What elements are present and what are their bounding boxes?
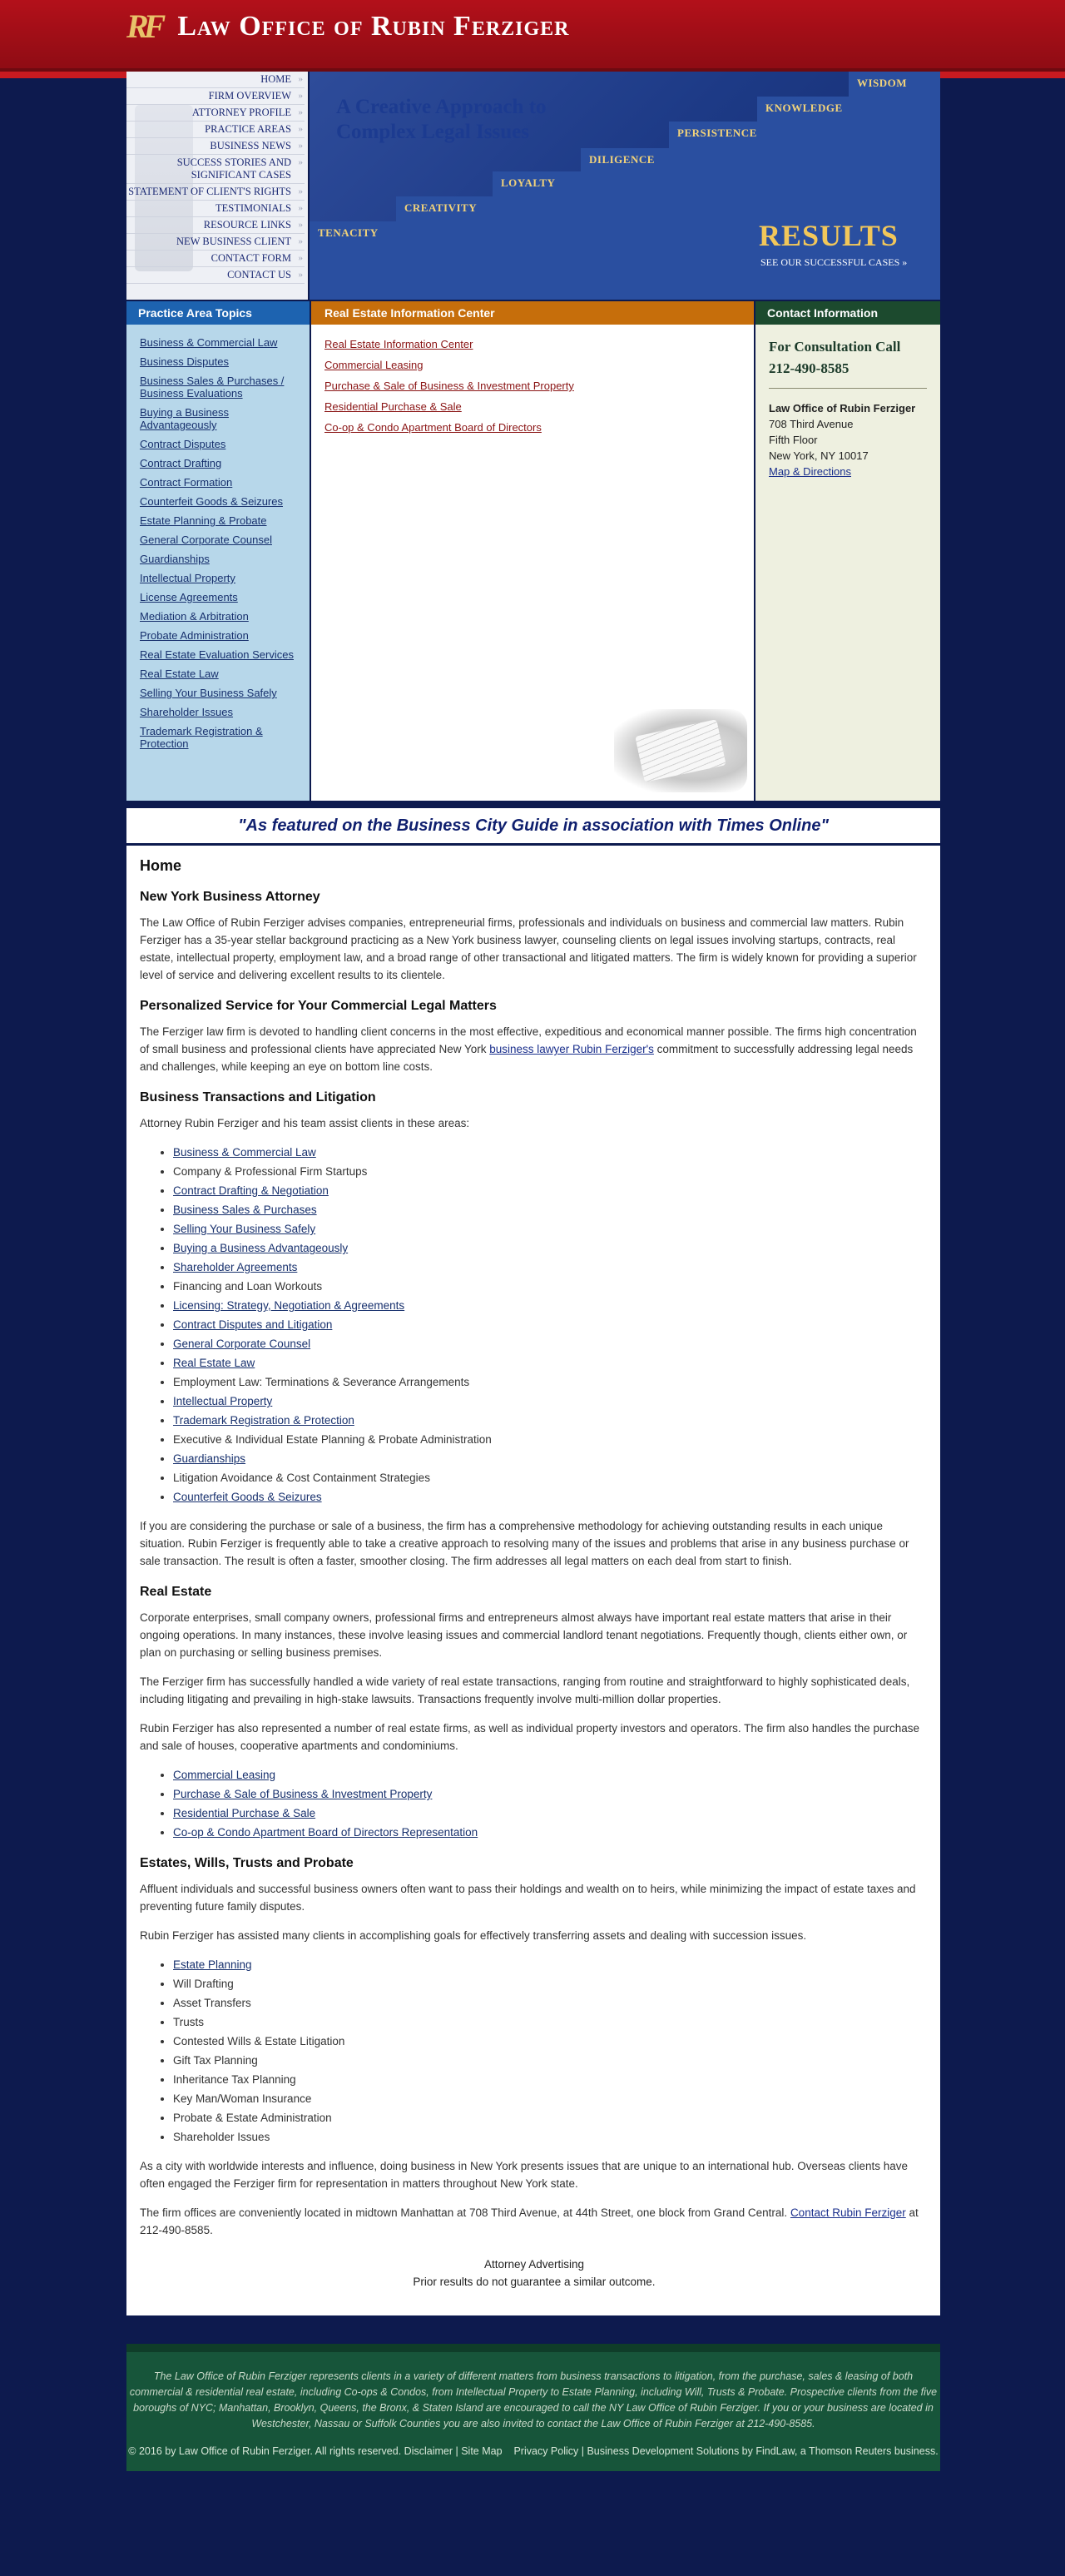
practice-item xyxy=(140,553,298,565)
link-selling-your-business-safely[interactable]: Selling Your Business Safely xyxy=(173,1223,316,1235)
practice-item xyxy=(140,476,298,489)
link-contract-disputes-and-litigation[interactable]: Contract Disputes and Litigation xyxy=(173,1318,333,1331)
practice-item xyxy=(140,375,298,400)
heading-ny-business-attorney: New York Business Attorney xyxy=(140,890,320,904)
consultation-block xyxy=(755,325,940,380)
practice-link-real-estate-evaluation-services[interactable]: Real Estate Evaluation Services xyxy=(140,648,294,661)
paragraph-re3: Rubin Ferziger has also represented a number of real estate firms, as well as individual property investors and operators. The firm also handles the purchase and sale of houses, cooperative apartments and condominiums. xyxy=(140,1722,919,1752)
re-link-co-op-condo-apartment-board-of-directors[interactable]: Co-op & Condo Apartment Board of Directors xyxy=(324,421,542,434)
list-item: • Will Drafting xyxy=(173,1975,929,1993)
address-block xyxy=(755,400,940,479)
step-loyalty xyxy=(493,171,940,196)
list-item: • Inheritance Tax Planning xyxy=(173,2071,929,2088)
text: The Ferziger law firm is devoted to handling client concerns in the most effective, expeditious and economical manner possible. The firms high concentration of small business and professional clients have appreciated New York xyxy=(140,1025,917,1055)
nav-item-testimonials[interactable]: TESTIMONIALS » xyxy=(126,201,305,217)
practice-area-list xyxy=(126,325,310,750)
business-lawyer-link[interactable]: business lawyer Rubin Ferziger's xyxy=(489,1043,654,1055)
results-heading: RESULTS xyxy=(759,219,899,252)
list-item xyxy=(173,1354,929,1372)
advertising-notice xyxy=(140,2256,929,2291)
real-estate-item xyxy=(324,400,754,413)
practice-link-general-corporate-counsel[interactable]: General Corporate Counsel xyxy=(140,534,272,546)
re-link-real-estate-information-center[interactable]: Real Estate Information Center xyxy=(324,338,473,350)
list-item: • Litigation Avoidance & Cost Containment Strategies xyxy=(173,1469,929,1487)
real-estate-links xyxy=(173,1766,929,1841)
link-counterfeit-goods-seizures[interactable]: Counterfeit Goods & Seizures xyxy=(173,1491,322,1503)
list-item xyxy=(173,1335,929,1353)
practice-item xyxy=(140,355,298,368)
list-item xyxy=(173,1297,929,1314)
link-business-sales-purchases[interactable]: Business Sales & Purchases xyxy=(173,1204,317,1216)
link-purchase-sale-of-business-investment-property[interactable]: Purchase & Sale of Business & Investment Property xyxy=(173,1788,433,1800)
step-label: CREATIVITY xyxy=(404,201,478,214)
step-diligence xyxy=(581,148,940,171)
map-directions-link[interactable]: Map & Directions xyxy=(769,465,851,478)
paragraph-re1: Corporate enterprises, small company owners, professional firms and entrepreneurs almost always have important real estate matters that arise in their ongoing operations. In many instances, these involve leasing issues and commercial landlord tenant negotiations. Frequently though, clients either own, or plan on purchasing or selling business premises. xyxy=(140,1611,908,1659)
page-title: Home xyxy=(140,857,182,874)
step-label: LOYALTY xyxy=(501,176,556,189)
link-general-corporate-counsel[interactable]: General Corporate Counsel xyxy=(173,1338,311,1350)
real-estate-item xyxy=(324,380,754,392)
practice-link-estate-planning-probate[interactable]: Estate Planning & Probate xyxy=(140,514,267,527)
real-estate-list xyxy=(311,325,754,434)
link-intellectual-property[interactable]: Intellectual Property xyxy=(173,1395,273,1407)
site-footer xyxy=(126,2344,940,2471)
main-content xyxy=(126,846,940,2315)
link-trademark-registration-protection[interactable]: Trademark Registration & Protection xyxy=(173,1414,354,1427)
paragraph-es1: Affluent individuals and successful business owners often want to pass their holdings and wealth on to heirs, while minimizing the impact of estate taxes and preventing future family disputes. xyxy=(140,1883,916,1913)
paragraph-es2: Rubin Ferziger has assisted many clients in accomplishing goals for effectively transferring assets and dealing with succession issues. xyxy=(140,1929,807,1942)
consultation-label: For Consultation Call xyxy=(769,339,901,355)
practice-link-contract-disputes[interactable]: Contract Disputes xyxy=(140,438,226,450)
practice-item xyxy=(140,336,298,349)
practice-item xyxy=(140,648,298,661)
practice-link-real-estate-law[interactable]: Real Estate Law xyxy=(140,668,219,680)
practice-area-heading: Practice Area Topics xyxy=(126,301,310,325)
practice-item xyxy=(140,610,298,623)
step-knowledge xyxy=(757,97,940,122)
practice-link-contract-formation[interactable]: Contract Formation xyxy=(140,476,233,489)
practice-link-license-agreements[interactable]: License Agreements xyxy=(140,591,238,603)
step-label: KNOWLEDGE xyxy=(765,102,843,114)
link-shareholder-agreements[interactable]: Shareholder Agreements xyxy=(173,1261,298,1273)
text: commitment to successfully addressing legal needs and challenges, while keeping an eye on bottom line costs. xyxy=(140,1043,914,1073)
step-label: PERSISTENCE xyxy=(677,127,757,139)
practice-link-shareholder-issues[interactable]: Shareholder Issues xyxy=(140,706,234,718)
featured-banner: "As featured on the Business City Guide in association with Times Online" xyxy=(126,806,940,846)
nav-item-resource-links[interactable]: RESOURCE LINKS » xyxy=(126,217,305,234)
practice-item xyxy=(140,668,298,680)
results-disclaimer: Prior results do not guarantee a similar outcome. xyxy=(413,2276,656,2288)
practice-item xyxy=(140,534,298,546)
list-item: • Contested Wills & Estate Litigation xyxy=(173,2033,929,2050)
banner-headline-line2: Complex Legal Issues xyxy=(336,121,529,143)
practice-link-contract-drafting[interactable]: Contract Drafting xyxy=(140,457,222,469)
footer-copyright-row: © 2016 by Law Office of Rubin Ferziger. All rights reserved. Disclaimer | Site Map Privacy Policy | Business Development Solutions by FindLaw, a Thomson Reuters business. xyxy=(128,2445,939,2457)
paragraph-office xyxy=(140,2204,929,2239)
list-item xyxy=(173,1824,929,1841)
practice-item xyxy=(140,687,298,699)
practice-link-business-disputes[interactable]: Business Disputes xyxy=(140,355,229,368)
practice-areas-list xyxy=(173,1144,929,1506)
privacy-policy-link[interactable]: Privacy Policy xyxy=(513,2445,579,2457)
list-item xyxy=(173,1488,929,1506)
list-item xyxy=(173,1182,929,1199)
re-link-purchase-sale-of-business-investment-property[interactable]: Purchase & Sale of Business & Investment Property xyxy=(324,380,574,392)
practice-item xyxy=(140,514,298,527)
link-residential-purchase-sale[interactable]: Residential Purchase & Sale xyxy=(173,1807,316,1819)
paragraph-city: As a city with worldwide interests and influence, doing business in New York presents issues that are unique to an international hub. Overseas clients have often engaged the Ferziger firm for representation in matters throughout New York state. xyxy=(140,2160,909,2190)
practice-link-guardianships[interactable]: Guardianships xyxy=(140,553,210,565)
list-item xyxy=(173,1239,929,1257)
real-estate-item xyxy=(324,421,754,434)
re-link-commercial-leasing[interactable]: Commercial Leasing xyxy=(324,359,424,371)
footer-blurb: The Law Office of Rubin Ferziger represents clients in a variety of different matters from business transactions to litigation, from the purchase, sales & leasing of both commercial & residential real estate, including Co-ops & Condos, from Intellectual Property to Estate Planning, including Will, Trusts & Probate. Prospective clients from the five boroughs of NYC; Manhattan, Brooklyn, Queens, the Bronx, & Staten Island are encouraged to call the NY Law Office of Rubin Ferziger. If you or your business are located in Westchester, Nassau or Suffolk Counties you are also invited to contact the Law Office of Rubin Ferziger at 212-490-8585. xyxy=(129,2370,938,2430)
list-item: • Gift Tax Planning xyxy=(173,2052,929,2069)
list-item xyxy=(173,1766,929,1784)
banner-headline-line1: A Creative Approach to xyxy=(336,96,547,118)
practice-item xyxy=(140,591,298,603)
link-co-op-condo-apartment-board-of-directors-representation[interactable]: Co-op & Condo Apartment Board of Directors Representation xyxy=(173,1826,478,1839)
practice-item xyxy=(140,706,298,718)
practice-item xyxy=(140,438,298,450)
real-estate-heading: Real Estate Information Center xyxy=(311,301,754,325)
step-label: TENACITY xyxy=(318,226,379,239)
list-item: • Key Man/Woman Insurance xyxy=(173,2090,929,2107)
nav-item-firm-overview[interactable]: FIRM OVERVIEW » xyxy=(126,88,305,105)
practice-link-probate-administration[interactable]: Probate Administration xyxy=(140,629,249,642)
contact-city: New York, NY 10017 xyxy=(769,449,869,462)
link-guardianships[interactable]: Guardianships xyxy=(173,1452,246,1465)
practice-link-business-sales-purchases-business-evaluations[interactable]: Business Sales & Purchases / Business Evaluations xyxy=(140,375,285,400)
nav-item-attorney-profile[interactable]: ATTORNEY PROFILE » xyxy=(126,105,305,122)
findlaw-link[interactable]: Business Development Solutions by FindLaw, a Thomson Reuters business. xyxy=(587,2445,939,2457)
text: at 212-490-8585. xyxy=(140,2206,919,2236)
step-wisdom xyxy=(849,72,940,97)
text: The firm offices are conveniently located in midtown Manhattan at 708 Third Avenue, at 44th Street, one block from Grand Central. xyxy=(140,2206,790,2219)
heading-personalized-service: Personalized Service for Your Commercial Legal Matters xyxy=(140,999,497,1013)
practice-link-selling-your-business-safely[interactable]: Selling Your Business Safely xyxy=(140,687,277,699)
list-item xyxy=(173,1412,929,1429)
step-persistence xyxy=(669,122,940,148)
list-item xyxy=(173,1316,929,1333)
practice-area-sidebar xyxy=(126,301,311,801)
list-item xyxy=(173,1144,929,1161)
list-item: • Trusts xyxy=(173,2013,929,2031)
site-map-link[interactable]: Site Map xyxy=(461,2445,503,2457)
paragraph-re2: The Ferziger firm has successfully handled a wide variety of real estate transactions, ranging from routine and straightforward to highly sophisticated deals, including litigating and prevailing in high-stake lawsuits. Transactions frequently involve multi-million dollar properties. xyxy=(140,1675,910,1705)
site-header xyxy=(0,0,1065,72)
link-buying-a-business-advantageously[interactable]: Buying a Business Advantageously xyxy=(173,1242,349,1254)
list-item xyxy=(173,1201,929,1219)
paragraph-attorney: The Law Office of Rubin Ferziger advises companies, entrepreneurial firms, professionals and individuals on business and commercial law matters. Rubin Ferziger has a 35-year stellar background practicing as a New York business lawyer, counseling clients on legal issues involving startups, contracts, real estate, intellectual property, employment law, and a broad range of other transactional and litigated matters. The firm is widely known for providing a superior level of service and delivering excellent results to its clientele. xyxy=(140,916,917,981)
list-item xyxy=(173,1785,929,1803)
list-item xyxy=(173,1450,929,1467)
contact-sidebar xyxy=(755,301,940,801)
attorney-advertising: Attorney Advertising xyxy=(483,2258,585,2271)
practice-link-counterfeit-goods-seizures[interactable]: Counterfeit Goods & Seizures xyxy=(140,495,283,508)
real-estate-item xyxy=(324,338,754,350)
main-nav xyxy=(126,72,310,300)
practice-item xyxy=(140,572,298,584)
re-link-residential-purchase-sale[interactable]: Residential Purchase & Sale xyxy=(324,400,462,413)
practice-item xyxy=(140,457,298,469)
nav-item-contact-form[interactable]: CONTACT FORM » xyxy=(126,251,305,267)
heading-estates: Estates, Wills, Trusts and Probate xyxy=(140,1856,354,1870)
heading-real-estate: Real Estate xyxy=(140,1585,212,1599)
logo[interactable] xyxy=(126,7,570,46)
see-cases-link[interactable]: SEE OUR SUCCESSFUL CASES » xyxy=(760,256,908,268)
list-item xyxy=(173,1956,929,1973)
practice-link-trademark-registration-protection[interactable]: Trademark Registration & Protection xyxy=(140,725,263,750)
real-estate-item xyxy=(324,359,754,371)
list-item xyxy=(173,1392,929,1410)
copyright-text: © 2016 by Law Office of Rubin Ferziger. All rights reserved. xyxy=(128,2445,402,2457)
banner-headline xyxy=(336,95,547,145)
nav-item-business-news[interactable]: BUSINESS NEWS » xyxy=(126,138,305,155)
estates-list xyxy=(173,1956,929,2146)
paragraph-personalized xyxy=(140,1023,929,1075)
divider xyxy=(769,388,927,389)
practice-item xyxy=(140,495,298,508)
list-item xyxy=(173,1804,929,1822)
nav-item-home[interactable]: HOME » xyxy=(126,72,305,88)
contact-heading: Contact Information xyxy=(755,301,940,325)
list-item: • Employment Law: Terminations & Severance Arrangements xyxy=(173,1373,929,1391)
contact-address-line2: Fifth Floor xyxy=(769,434,818,446)
disclaimer-link[interactable]: Disclaimer xyxy=(404,2445,453,2457)
step-label: WISDOM xyxy=(857,77,908,89)
link-contract-drafting-negotiation[interactable]: Contract Drafting & Negotiation xyxy=(173,1184,329,1197)
list-item xyxy=(173,1258,929,1276)
practice-link-buying-a-business-advantageously[interactable]: Buying a Business Advantageously xyxy=(140,406,229,431)
list-item: • Company & Professional Firm Startups xyxy=(173,1163,929,1180)
list-item: • Executive & Individual Estate Planning & Probate Administration xyxy=(173,1431,929,1448)
link-business-commercial-law[interactable]: Business & Commercial Law xyxy=(173,1146,316,1159)
practice-link-business-commercial-law[interactable]: Business & Commercial Law xyxy=(140,336,278,349)
contact-firm-name: Law Office of Rubin Ferziger xyxy=(769,402,916,414)
practice-item xyxy=(140,725,298,750)
link-licensing-strategy-negotiation-agreements[interactable]: Licensing: Strategy, Negotiation & Agreements xyxy=(173,1299,405,1312)
nav-item-new-business-client[interactable]: NEW BUSINESS CLIENT » xyxy=(126,234,305,251)
link-commercial-leasing[interactable]: Commercial Leasing xyxy=(173,1769,276,1781)
heading-transactions: Business Transactions and Litigation xyxy=(140,1090,376,1104)
nav-item-success-stories[interactable]: SUCCESS STORIES AND SIGNIFICANT CASES » xyxy=(126,155,305,184)
practice-link-mediation-arbitration[interactable]: Mediation & Arbitration xyxy=(140,610,249,623)
logo-mark: RF xyxy=(126,7,161,45)
real-estate-center xyxy=(311,301,755,801)
consultation-phone[interactable]: 212-490-8585 xyxy=(769,360,850,376)
contact-rubin-link[interactable]: Contact Rubin Ferziger xyxy=(790,2206,906,2219)
paragraph-transactions: Attorney Rubin Ferziger and his team assist clients in these areas: xyxy=(140,1117,470,1129)
link-real-estate-law[interactable]: Real Estate Law xyxy=(173,1357,255,1369)
practice-item xyxy=(140,629,298,642)
nav-list xyxy=(126,72,308,284)
nav-item-client-rights[interactable]: STATEMENT OF CLIENT'S RIGHTS » xyxy=(126,184,305,201)
firm-name: Law Office of Rubin Ferziger xyxy=(177,10,570,42)
nav-item-practice-areas[interactable]: PRACTICE AREAS » xyxy=(126,122,305,138)
list-item: • Asset Transfers xyxy=(173,1994,929,2012)
list-item: • Shareholder Issues xyxy=(173,2128,929,2146)
top-band xyxy=(126,72,940,300)
practice-item xyxy=(140,406,298,431)
list-item: • Probate & Estate Administration xyxy=(173,2109,929,2127)
step-label: DILIGENCE xyxy=(589,153,655,166)
three-column-section xyxy=(126,300,940,801)
list-item: • Financing and Loan Workouts xyxy=(173,1278,929,1295)
contact-address-line1: 708 Third Avenue xyxy=(769,418,854,430)
documents-image xyxy=(614,709,747,792)
main-container xyxy=(126,72,940,2471)
list-item xyxy=(173,1220,929,1238)
hero-banner xyxy=(310,72,940,300)
nav-item-contact-us[interactable]: CONTACT US » xyxy=(126,267,305,284)
practice-link-intellectual-property[interactable]: Intellectual Property xyxy=(140,572,235,584)
link-estate-planning[interactable]: Estate Planning xyxy=(173,1958,252,1971)
paragraph-purchase: If you are considering the purchase or sale of a business, the firm has a comprehensive methodology for achieving outstanding results in each unique situation. Rubin Ferziger is frequently able to take a creative approach to resolving many of the issues and problems that arise in any business purchase or sale transaction. The result is often a faster, smoother closing. The firm addresses all legal matters on each deal from start to finish. xyxy=(140,1520,909,1567)
